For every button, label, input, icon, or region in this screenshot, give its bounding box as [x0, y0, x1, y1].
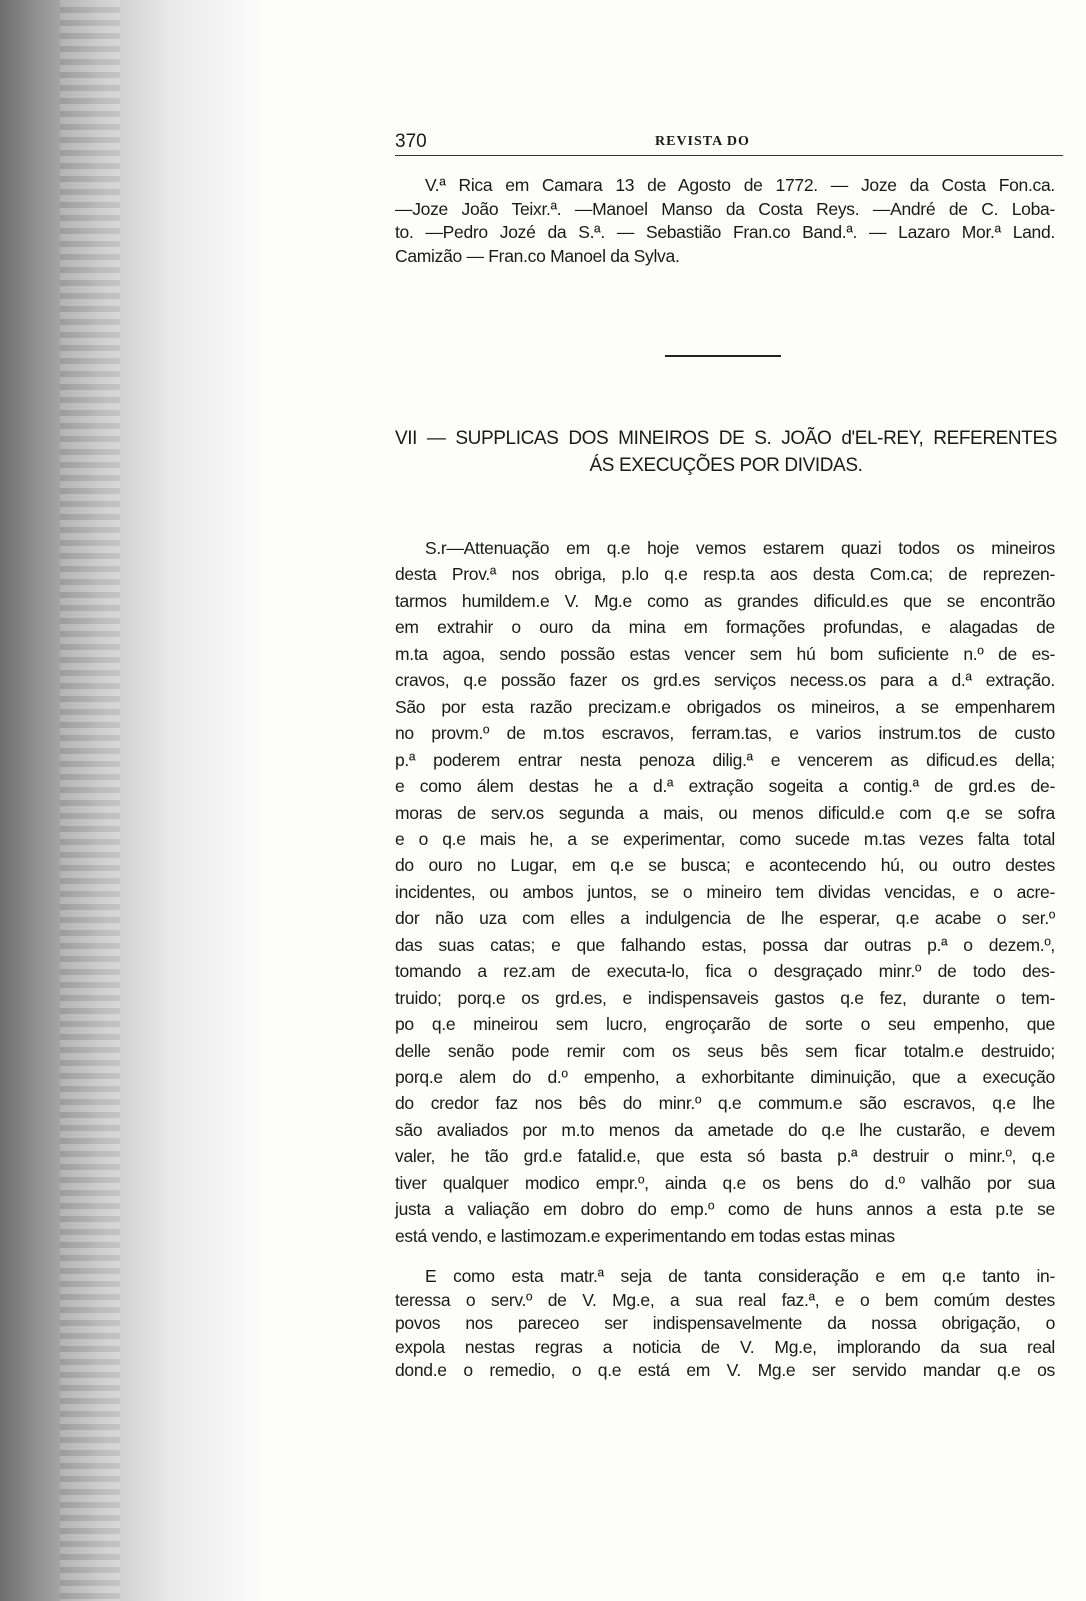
text-line: —Joze João Teixr.ª. —Manoel Manso da Costa Reys. —André de C. Loba-: [395, 198, 1055, 219]
text-line: teressa o serv.º de V. Mg.e, a sua real faz.ª, e o bem comúm destes: [395, 1289, 1055, 1310]
text-line: po q.e mineirou sem lucro, engroçarão de sorte o seu empenho, que: [395, 1014, 1055, 1035]
text-line: incidentes, ou ambos juntos, se o mineiro tem dividas vencidas, e o acre-: [395, 881, 1055, 902]
text-line: dor não uza com elles a indulgencia de lhe esperar, q.e acabe o ser.º: [395, 908, 1055, 929]
text-line: tomando a rez.am de executa-lo, fica o desgraçado minr.º de todo des-: [395, 961, 1055, 982]
text-line: expola nestas regras a noticia de V. Mg.e, implorando da sua real: [395, 1336, 1055, 1357]
text-line: e como álem destas he a d.ª extração sogeita a contig.ª de grd.es de-: [395, 776, 1055, 797]
text-line: do credor faz nos bês do minr.º q.e commum.e são escravos, q.e lhe: [395, 1093, 1055, 1114]
text-line: em extrahir o ouro da mina em formações profundas, e alagadas de: [395, 617, 1055, 638]
text-line: delle senão pode remir com os seus bês sem ficar totalm.e destruido;: [395, 1040, 1055, 1061]
text-line: desta Prov.ª nos obriga, p.lo q.e resp.ta aos desta Com.ca; de reprezen-: [395, 564, 1055, 585]
text-line: e o q.e mais he, a se experimentar, como sucede m.tas vezes falta total: [395, 828, 1055, 849]
scan-binding-shadow: [0, 0, 260, 1601]
text-line: ÁS EXECUÇÕES POR DIVIDAS.: [589, 455, 863, 476]
text-line: no provm.º de m.tos escravos, ferram.tas, e varios instrum.tos de custo: [395, 723, 1055, 744]
page-number: 370: [395, 131, 427, 152]
text-line: povos nos pareceo ser indispensavelmente da nossa obrigação, o: [395, 1313, 1055, 1333]
header-rule: [395, 155, 1063, 156]
page-header: [395, 131, 1063, 153]
text-line: São por esta razão precizam.e obrigados os mineiros, a se empenharem: [395, 696, 1055, 717]
text-line: p.ª poderem entrar nesta penoza dilig.ª e vencerem as dificud.es della;: [395, 749, 1055, 770]
text-line: V.ª Rica em Camara 13 de Agosto de 1772. — Joze da Costa Fon.ca.: [425, 175, 1055, 195]
text-line: das suas catas; e que falhando estas, possa dar outras p.ª o dezem.º,: [395, 934, 1055, 955]
text-line: valer, he tão grd.e fatalid.e, que esta só basta p.ª destruir o minr.º, q.e: [395, 1146, 1055, 1167]
text-line: Camizão — Fran.co Manoel da Sylva.: [395, 245, 680, 266]
text-line: cravos, q.e possão fazer os grd.es serviços necess.os para a d.ª extração.: [395, 670, 1055, 691]
section-separator: [665, 355, 781, 357]
running-title: REVISTA DO: [655, 134, 750, 149]
text-line: to. —Pedro Jozé da S.ª. — Sebastião Fran.co Band.ª. — Lazaro Mor.ª Land.: [395, 222, 1055, 242]
text-line: moras de serv.os segunda a mais, ou menos dificuld.e com q.e se sofra: [395, 802, 1055, 823]
text-line: tarmos humildem.e V. Mg.e como as grandes dificuld.es que se encontrão: [395, 590, 1055, 611]
text-line: dond.e o remedio, o q.e está em V. Mg.e ser servido mandar q.e os: [395, 1360, 1055, 1380]
text-line: m.ta agoa, sendo possão estas vencer sem hú bom suficiente n.º de es-: [395, 643, 1055, 664]
text-line: truido; porq.e os grd.es, e indispensaveis gastos q.e fez, durante o tem-: [395, 987, 1055, 1008]
text-line: VII — SUPPLICAS DOS MINEIROS DE S. JOÃO d'EL-REY, REFERENTES: [395, 428, 1057, 449]
text-line: são avaliados por m.to menos da ametade do q.e lhe custarão, e devem: [395, 1119, 1055, 1140]
scan-binding-texture: [60, 0, 120, 1601]
text-line: do ouro no Lugar, em q.e se busca; e acontecendo hú, ou outro destes: [395, 855, 1055, 876]
text-line: justa a valiação em dobro do emp.º como de huns annos a esta p.te se: [395, 1199, 1055, 1220]
text-line: S.r—Attenuação em q.e hoje vemos estarem quazi todos os mineiros: [425, 538, 1055, 558]
text-line: E como esta matr.ª seja de tanta consideração e em q.e tanto in-: [425, 1266, 1055, 1286]
text-line: está vendo, e lastimozam.e experimentando em todas estas minas: [395, 1225, 895, 1246]
text-line: tiver qualquer modico empr.º, ainda q.e os bens do d.º valhão por sua: [395, 1172, 1055, 1193]
text-line: porq.e alem do d.º empenho, a exhorbitante diminuição, que a execução: [395, 1067, 1055, 1087]
